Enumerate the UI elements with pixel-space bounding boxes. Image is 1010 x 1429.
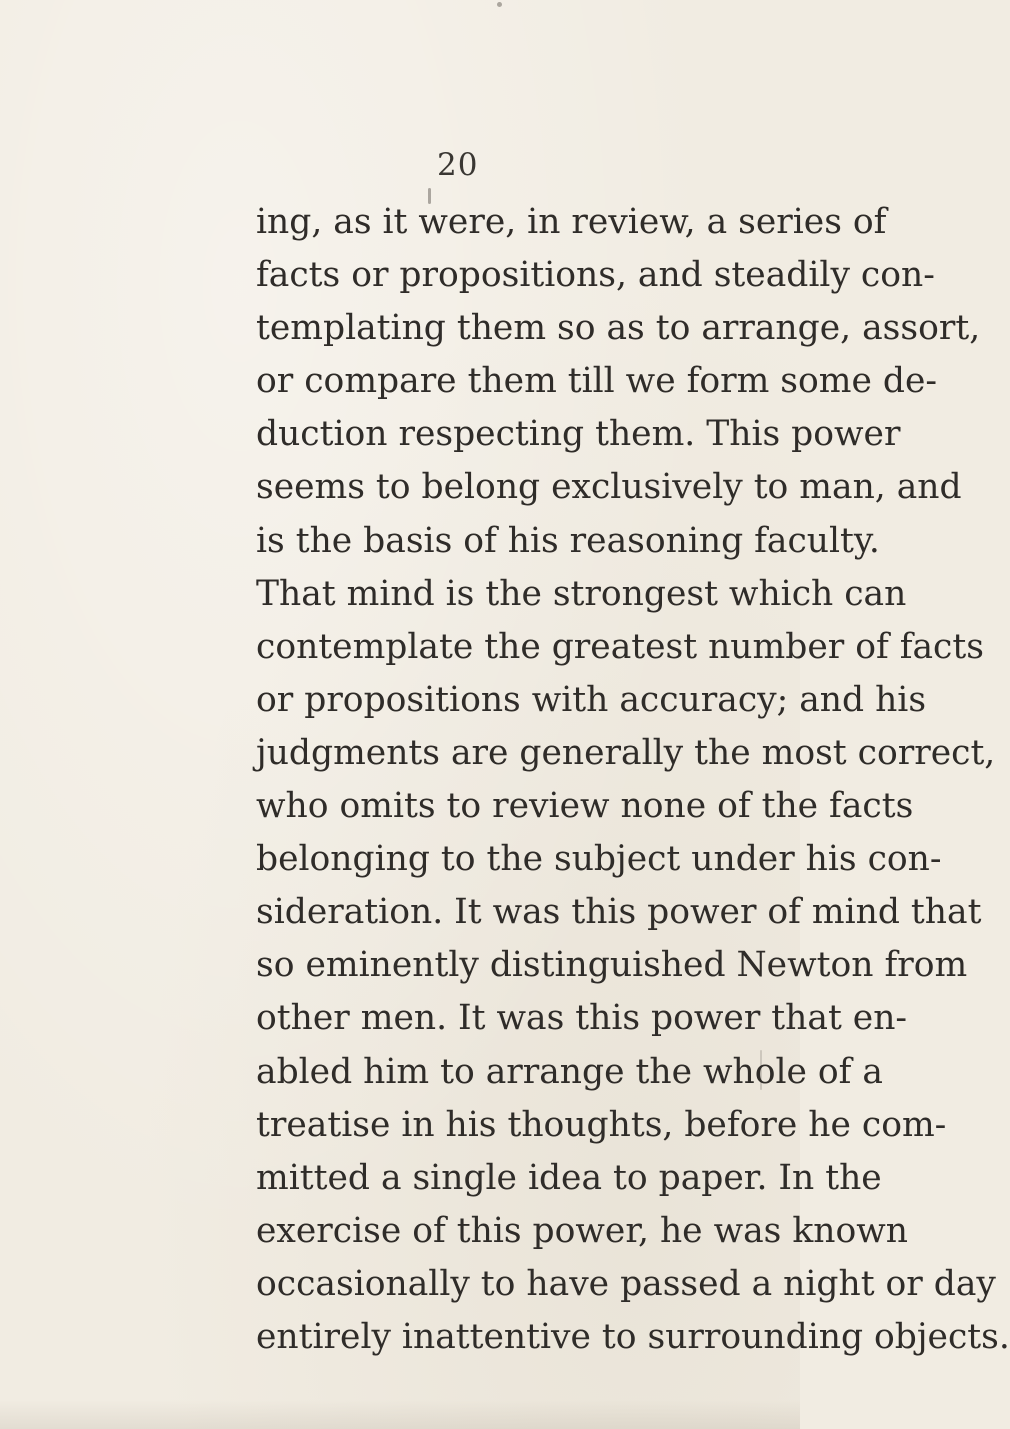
text-line: templating them so as to arrange, assort, <box>256 308 981 349</box>
text-line: who omits to review none of the facts <box>256 786 914 827</box>
text-line: or compare them till we form some de- <box>256 361 938 402</box>
text-line: facts or propositions, and steadily con- <box>256 255 935 296</box>
text-line: exercise of this power, he was known <box>256 1210 908 1251</box>
text-line: ing, as it were, in review, a series of <box>256 202 887 242</box>
body-text <box>256 196 1010 1364</box>
text-line: is the basis of his reasoning faculty. <box>256 520 880 561</box>
page-bottom-edge <box>0 1400 800 1429</box>
text-line: other men. It was this power that en- <box>256 998 908 1039</box>
paper-speck <box>497 2 502 7</box>
text-line: seems to belong exclusively to man, and <box>256 467 962 508</box>
text-line: treatise in his thoughts, before he com- <box>256 1104 947 1145</box>
text-line: duction respecting them. This power <box>256 414 901 455</box>
text-line: sideration. It was this power of mind that <box>256 892 982 933</box>
text-line: judgments are generally the most correct, <box>256 732 996 773</box>
text-line: or propositions with accuracy; and his <box>256 679 927 720</box>
text-line: belonging to the subject under his con- <box>256 839 942 880</box>
page-number: 20 <box>437 147 479 183</box>
text-line: occasionally to have passed a night or day <box>256 1263 996 1304</box>
text-line: contemplate the greatest number of facts <box>256 626 984 667</box>
text-line: entirely inattentive to surrounding objects. <box>256 1316 1010 1357</box>
text-line: so eminently distinguished Newton from <box>256 945 968 986</box>
text-line: That mind is the strongest which can <box>256 573 907 614</box>
text-line: abled him to arrange the whole of a <box>256 1051 883 1092</box>
text-line: mitted a single idea to paper. In the <box>256 1157 882 1198</box>
